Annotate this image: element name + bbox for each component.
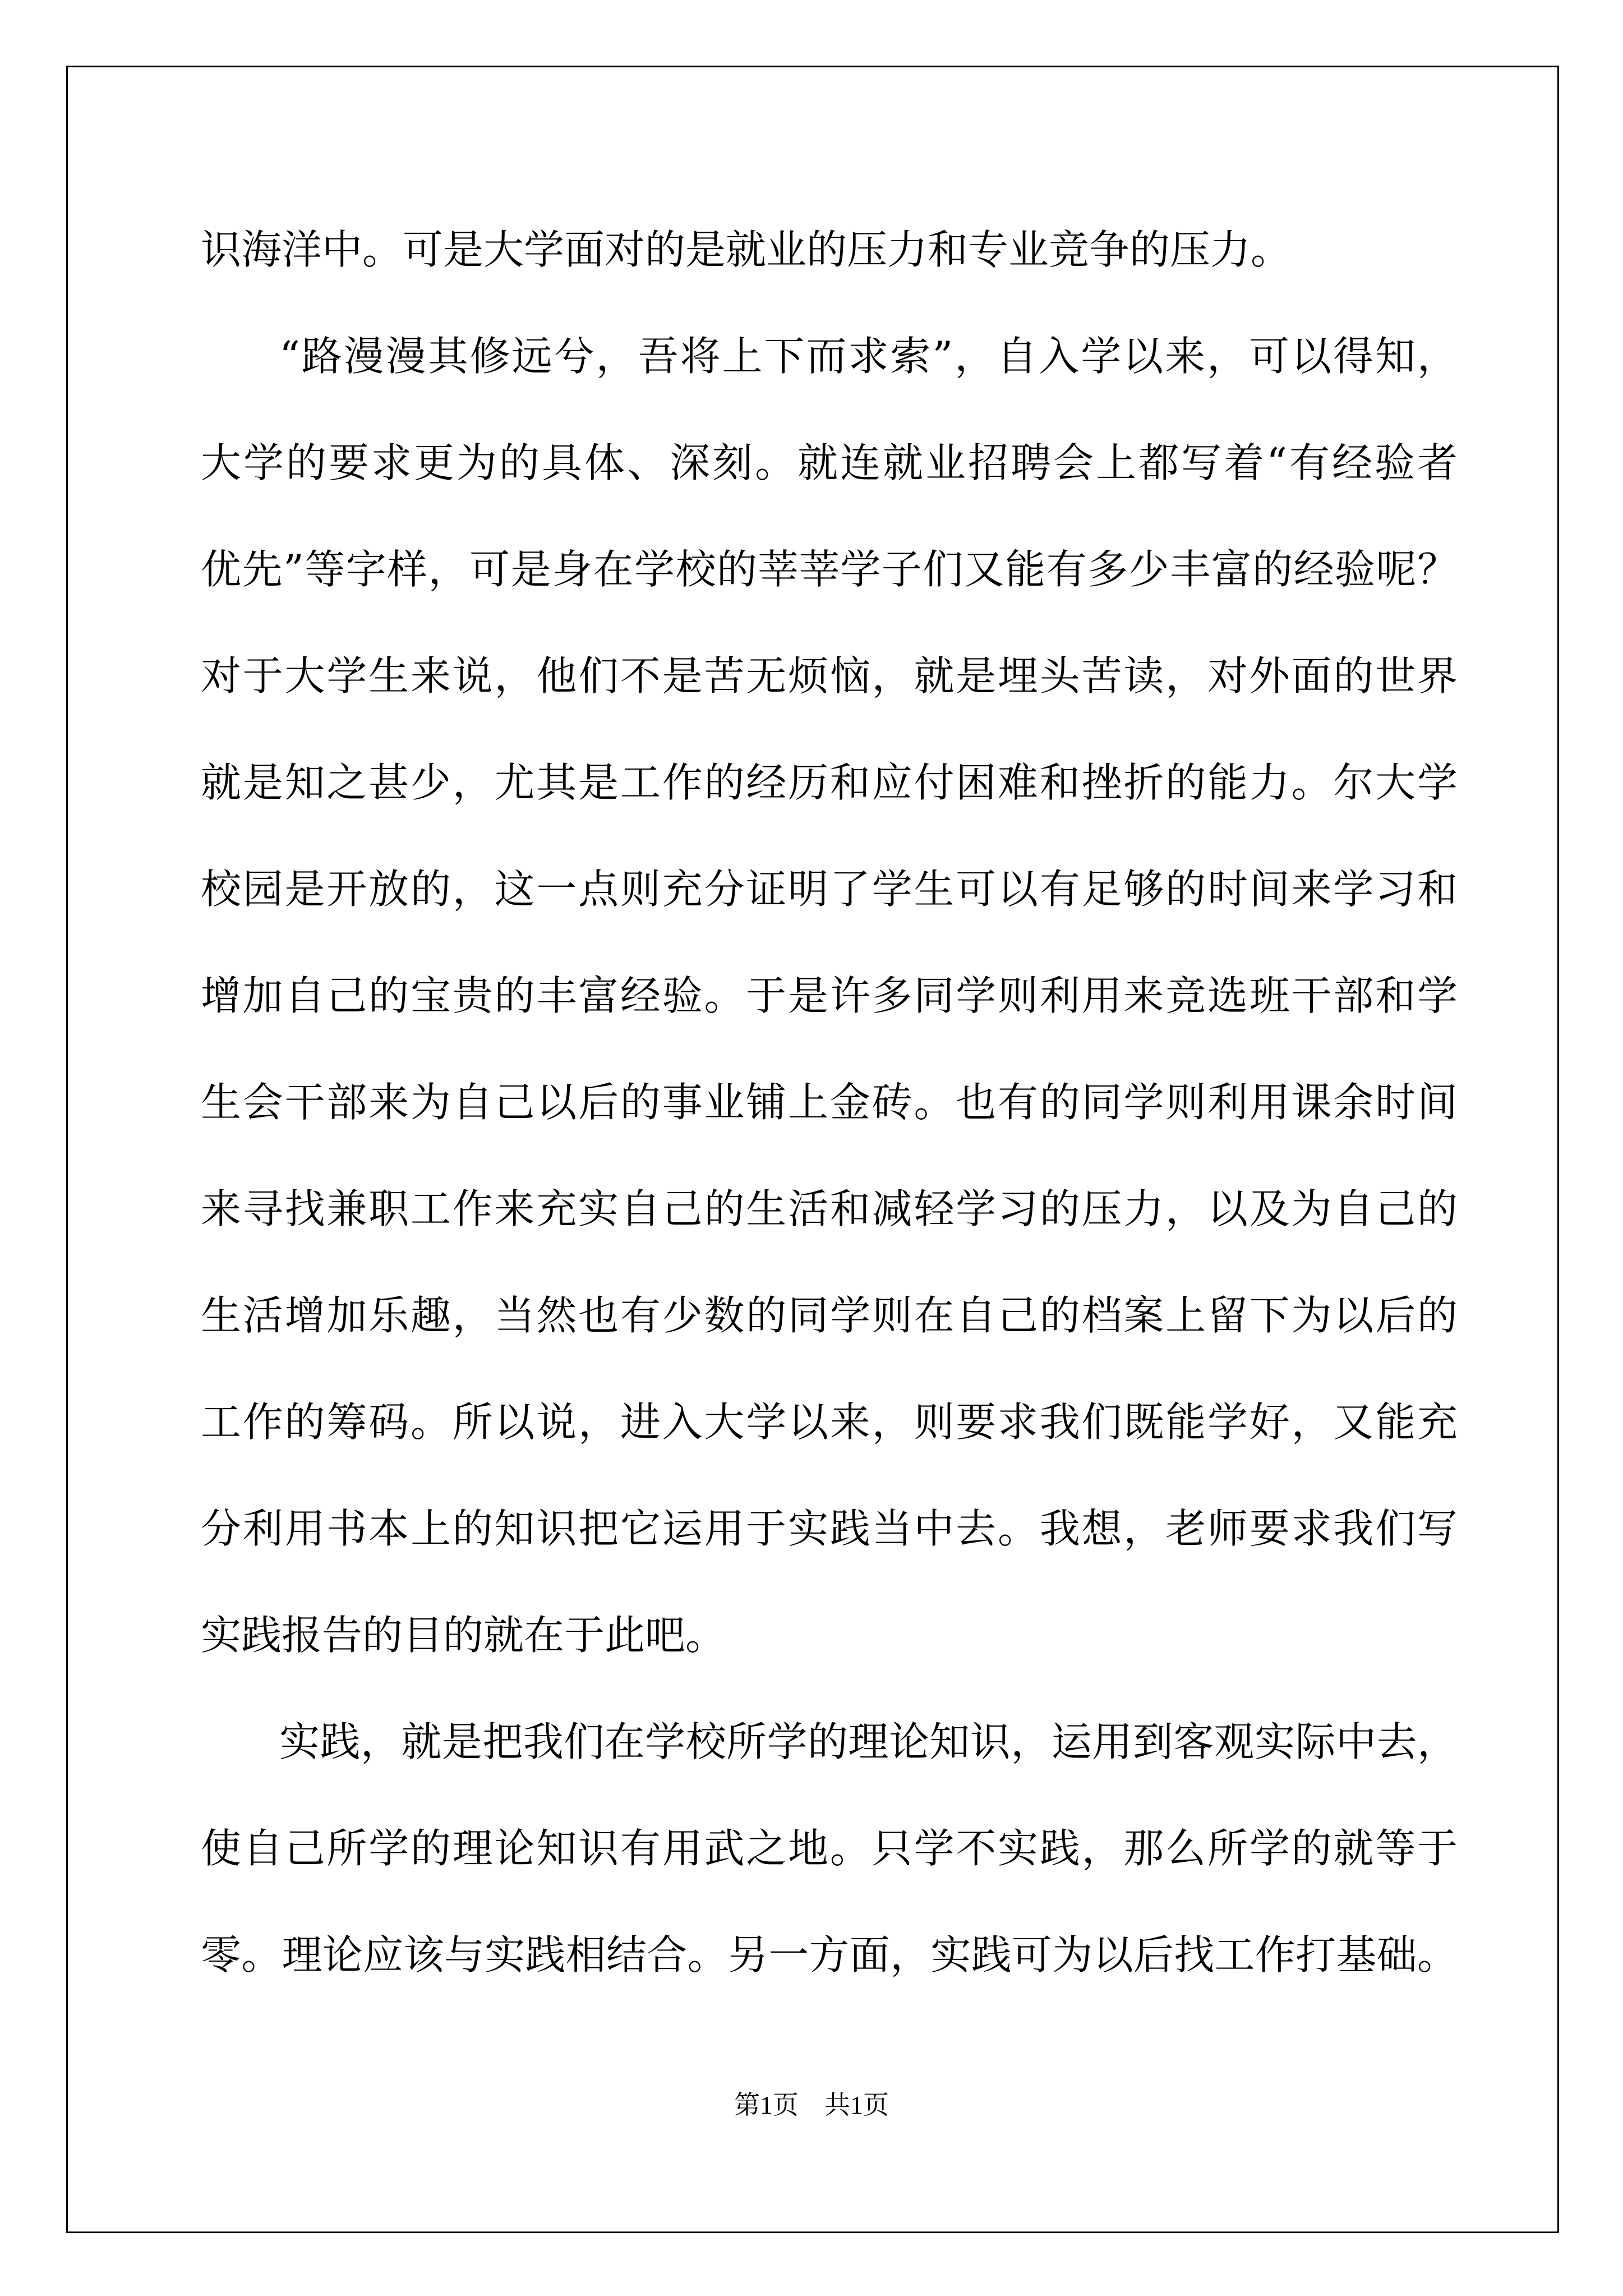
paragraph <box>201 1688 1458 2008</box>
page-footer <box>0 2088 1623 2122</box>
page-number: 第1页 <box>734 2091 799 2119</box>
document-body <box>201 196 1458 2008</box>
page-total: 共1页 <box>824 2091 889 2119</box>
body-text-line: 大学的要求更为的具体、深刻。就连就业招聘会上都写着“有经验者 <box>201 439 1458 486</box>
body-text-line: 零。理论应该与实践相结合。另一方面，实践可为以后找工作打基础。 <box>201 1931 1458 1978</box>
body-text-line: 就是知之甚少，尤其是工作的经历和应付困难和挫折的能力。尔大学 <box>201 759 1458 806</box>
paragraph <box>201 196 1458 303</box>
body-text-line: 识海洋中。可是大学面对的是就业的压力和专业竞争的压力。 <box>201 226 1292 273</box>
body-text-line: 实践报告的目的就在于此吧。 <box>201 1612 726 1659</box>
body-text-line: 对于大学生来说，他们不是苦无烦恼，就是埋头苦读，对外面的世界 <box>201 652 1458 700</box>
body-text-line: 来寻找兼职工作来充实自己的生活和减轻学习的压力，以及为自己的 <box>201 1185 1458 1232</box>
body-text-line: 使自己所学的理论知识有用武之地。只学不实践，那么所学的就等于 <box>201 1825 1458 1872</box>
body-text-line: 生会干部来为自己以后的事业铺上金砖。也有的同学则利用课余时间 <box>201 1079 1458 1126</box>
body-text-line: 增加自己的宝贵的丰富经验。于是许多同学则利用来竞选班干部和学 <box>201 972 1458 1019</box>
body-text-line: 校园是开放的，这一点则充分证明了学生可以有足够的时间来学习和 <box>201 866 1458 913</box>
paragraph <box>201 303 1458 1688</box>
body-text-line: 工作的筹码。所以说，进入大学以来，则要求我们既能学好，又能充 <box>201 1398 1458 1446</box>
body-text-line: “路漫漫其修远兮，吾将上下而求索”，自入学以来，可以得知， <box>279 333 1458 380</box>
body-text-line: 生活增加乐趣，当然也有少数的同学则在自己的档案上留下为以后的 <box>201 1292 1458 1339</box>
body-text-line: 分利用书本上的知识把它运用于实践当中去。我想，老师要求我们写 <box>201 1505 1458 1552</box>
body-text-line: 实践，就是把我们在学校所学的理论知识，运用到客观实际中去， <box>279 1718 1458 1765</box>
body-text-line: 优先”等字样，可是身在学校的莘莘学子们又能有多少丰富的经验呢？ <box>201 546 1458 593</box>
